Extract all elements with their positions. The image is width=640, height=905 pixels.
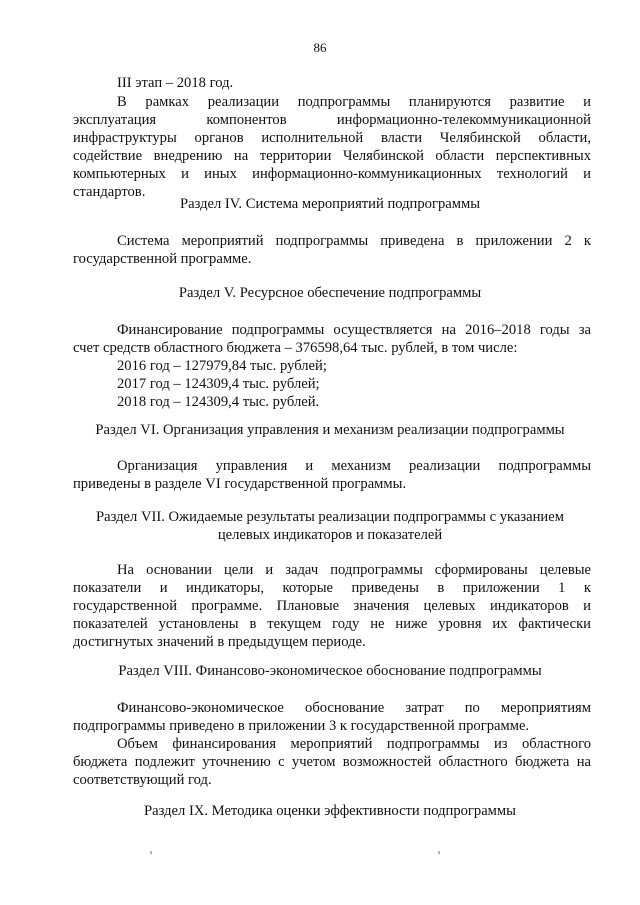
page-number: 86 <box>313 40 327 55</box>
section-heading-v: Раздел V. Ресурсное обеспечение подпрограммы <box>178 285 482 301</box>
paragraph-line: приведены в разделе VI государственной программы. <box>73 476 407 492</box>
paragraph-line: соответствующий год. <box>73 772 212 788</box>
paragraph-line: подпрограммы приведено в приложении 3 к государственной программе. <box>73 718 530 734</box>
section-heading-vii-cont: целевых индикаторов и показателей <box>217 527 443 543</box>
paragraph-line: Объем финансирования мероприятий подпрограммы из областного <box>117 736 591 752</box>
paragraph-line: содействие внедрению на территории Челябинской области перспективных <box>73 148 591 164</box>
scan-mark: ' <box>438 848 441 862</box>
paragraph-line: На основании цели и задач подпрограммы сформированы целевые <box>117 562 591 578</box>
budget-2017: 2017 год – 124309,4 тыс. рублей; <box>117 376 320 392</box>
section-heading-iv: Раздел IV. Система мероприятий подпрограммы <box>179 196 480 212</box>
paragraph-line: инфраструктуры органов исполнительной власти Челябинской области, <box>73 130 591 146</box>
scan-mark: ' <box>150 848 153 862</box>
budget-2016: 2016 год – 127979,84 тыс. рублей; <box>117 358 327 374</box>
stage-line: III этап – 2018 год. <box>117 75 234 91</box>
paragraph-line: государственной программе. Плановые значения целевых индикаторов и <box>73 598 591 614</box>
paragraph-line: эксплуатация компонентов информационно-телекоммуникационной <box>73 112 591 128</box>
paragraph-line: компьютерных и иных информационно-коммуникационных технологий и <box>73 166 591 182</box>
paragraph-line: Финансирование подпрограммы осуществляется на 2016–2018 годы за <box>117 322 591 338</box>
section-heading-viii: Раздел VIII. Финансово-экономическое обоснование подпрограммы <box>118 663 542 679</box>
paragraph-line: показатели и индикаторы, которые приведены в приложении 1 к <box>73 580 591 596</box>
paragraph-line: В рамках реализации подпрограммы планируются развитие и <box>117 94 591 110</box>
paragraph-line: Система мероприятий подпрограммы приведена в приложении 2 к <box>117 233 591 249</box>
paragraph-line: достигнутых значений в предыдущем периоде. <box>73 634 366 650</box>
paragraph-line: бюджета подлежит уточнению с учетом возможностей областного бюджета на <box>73 754 591 770</box>
paragraph-line: Финансово-экономическое обоснование затрат по мероприятиям <box>117 700 591 716</box>
paragraph-line: показателей установлены в текущем году не ниже уровня их фактически <box>73 616 591 632</box>
paragraph-line: счет средств областного бюджета – 376598,64 тыс. рублей, в том числе: <box>73 340 518 356</box>
section-heading-ix: Раздел IX. Методика оценки эффективности подпрограммы <box>144 803 516 819</box>
paragraph-line: стандартов. <box>73 184 146 200</box>
budget-2018: 2018 год – 124309,4 тыс. рублей. <box>117 394 320 410</box>
paragraph-line: государственной программе. <box>73 251 252 267</box>
section-heading-vi: Раздел VI. Организация управления и механизм реализации подпрограммы <box>95 422 565 438</box>
paragraph-line: Организация управления и механизм реализации подпрограммы <box>117 458 591 474</box>
section-heading-vii: Раздел VII. Ожидаемые результаты реализации подпрограммы с указанием <box>96 509 564 525</box>
